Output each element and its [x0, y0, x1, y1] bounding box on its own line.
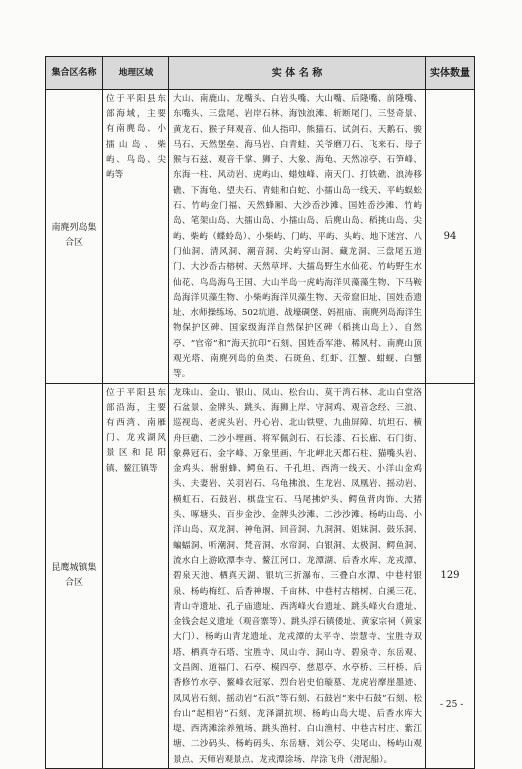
entity-list-cell: 大山、南鹿山、龙嘴头、白岩头嘴、大山嘴、后隆嘴、前隆嘴、东嘴头、三盘尾、岩岸石林、海蚀浪滩、斩断尾门、三竖奇景、黄龙石、猴子拜观音、仙人指印、熊猫石、试剑石、天鹅石、骏马石、天然堡垒、海马岩、白青蛙、关爷磨刀石、飞来石、母子猴与石兹、观音千掌、狮子、大象、海龟、天然凉亭、石笋峰、东海一柱、风动岩、虎屿山、蜡烛峰、南天门、打铁礁、浪涛移礁、下海龟、望夫石、青蛙和白蛇、小擂山岛一线天、平屿蜈蚣石、竹屿金门福、天然蜂厢、大沙岙沙滩、国姓岙沙滩、竹屿岛、笔架山岛、大擂山岛、小擂山岛、后麂山岛、稻挑山岛、尖屿、柴屿（蝶蛉岛）、小柴屿、门屿、平屿、头屿、地下迷宫、八门仙洞、清风洞、潮音洞、尖屿穿山洞、藏龙洞、三盘尾五道门、大沙岙古榕树、天然草坪、大擂岛野生水仙花、竹屿野生水仙花、鸟岛海鸟王国、大山半岛一虎屿海洋贝藻藻生物、下马鞍岛海洋贝藻生物、小柴屿海洋贝藻生物、天帝窟旧址、国姓岙遗址、水师操练场、502坑道、战壕碉堡、妈祖庙、南麂列岛海洋生物保护区碑、国家级海洋自然保护区碑（稻挑山岛上）、自然亭、“官帝”和“海天抗印”石刻、国姓岙军港、稀风村、南麂山顶观光塔、南麂列岛的鱼类、石斑鱼、红虾、江蟹、蚶蚬、白蟹等。 — [169, 90, 426, 384]
region-cell: 位于平阳县东部沿海，主要有西湾、南雁门、龙戎湖风景区和昆阳镇、鳌江镇等 — [103, 383, 169, 768]
table-row — [46, 90, 475, 384]
header-cluster-name: 集合区名称 — [46, 57, 103, 90]
cluster-name-cell: 昆鹰城镇集合区 — [46, 383, 103, 768]
page-number: - 25 - — [440, 700, 464, 710]
header-entity-names: 实 体 名 称 — [169, 57, 426, 90]
entity-count-cell: 94 — [426, 90, 475, 384]
entity-table-container — [45, 56, 475, 769]
entity-table — [45, 56, 475, 769]
header-entity-count: 实体数量 — [426, 57, 475, 90]
entity-count-cell: 129 — [426, 383, 475, 768]
header-region: 地理区域 — [103, 57, 169, 90]
entity-list-cell: 龙珠山、金山、银山、凤山、松台山、莫干湾石林、北山白堂洛石盆景、金牌头、跳头、海狮上岸、守洞鸡、观音念经、三浪、巡视岛、老虎头岩、丹心岩、北山铁壁、九曲屏障、坑坦石、横舟巨礁、二沙小埋画、将军佩剑石、石长漆、石长廊、石门街、象鼻冠石、金字峰、万象里画、午北岬北天都石柱、猫嘴头岩、金鸡头、驸驸蜂、鳄鱼石、千孔坦、西湾一线天、小洋山金鸡头、夫妻岩、关羽岩石、乌龟拂浪、生龙岩、凤凰岩、摇动岩、横虹石、石鼓岩、棋盘宝石、马尾拂炉头、鳄鱼背肉饰、大猪头、啄塘头、百步金沙、金牌头沙滩、二沙沙滩、杨屿山岛、小洋山岛、双龙洞、神龟洞、回音洞、九洞洞、姐妹洞、鼓乐洞、蝙蝠洞、听潮洞、梵音洞、水帘洞、白银洞、太极洞、鳄鱼洞、流水白上游欧潭李寺、鳌江河口、龙潭湖、后香水库、龙戎潭、碧泉天池、栖真天湖、银坑三折瀑布、三叠白水潭、中巷村银泉、杨屿梅红、后香神堰、千亩林、中巷村古榕树、白溪三花、青山寺遗址、孔子庙遗址、西湾峰火台遗址、跳头峰火台遗址、金钱会起义遗址（观音寨等）、跳头浮石镇倭址、黄家宗祠（黄家大门）、杨屿山青龙遗址、龙戎潭的太平寺、崇慧寺、宝胜寺双塔、栖真寺石塔、宝胜寺、凤山寺、洞山寺、碧泉寺、东岳观、文昌阁、道福门、石亭、模四亭、慈恩亭、水亭桥、三杆桥、后香修竹水亭、鳌峰衣冠冢、烈台岩史伯璇墓、龙虎岩摩崖墨迹、凤凤岩石刻、摇动岩“石浜”等石刻、石鼓岩“来中石鼓”石刻、松台山“起相岩”石刻、龙泽湖抗坝、杨屿山岛大堤、后香水库大堤、西湾滩涂养殖场、跳头渔村、白山渔村、中巷古村庄、紫江塘、二沙码头、杨屿码头、东岳塘、刘公亭、尖尾山、杨屿山观景点、天师岩观景点、龙戎潭涂场、岸涂飞舟（滑泥船）。 — [169, 383, 426, 768]
table-row — [46, 383, 475, 768]
region-cell: 位于平阳县东部海域，主要有南麂岛、小擂山岛、柴屿、鸟岛、尖屿等 — [103, 90, 169, 384]
table-header-row — [46, 57, 475, 90]
cluster-name-cell: 南麂列岛集合区 — [46, 90, 103, 384]
